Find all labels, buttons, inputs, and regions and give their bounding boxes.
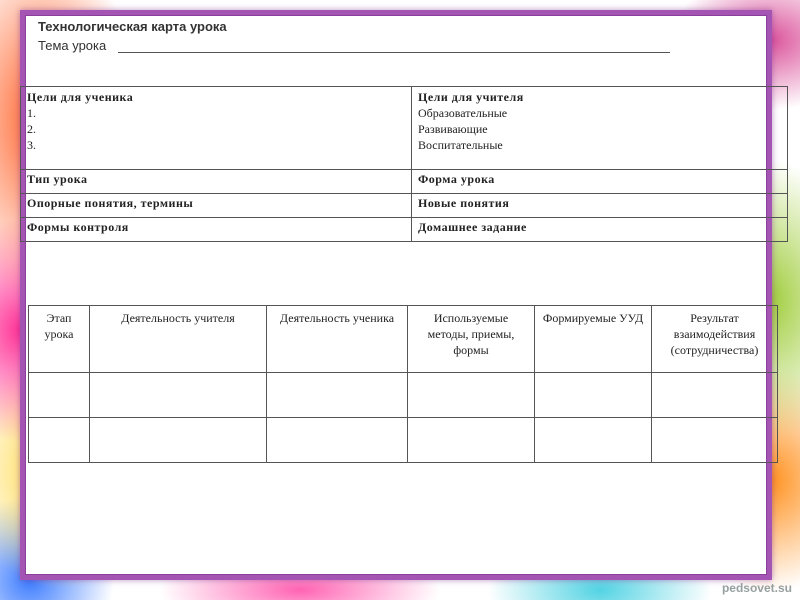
teacher-goal-item: Развивающие (418, 122, 488, 136)
column-header: Деятельность ученика (267, 306, 408, 373)
column-header: Деятельность учителя (90, 306, 267, 373)
teacher-goals-label: Цели для учителя (418, 90, 524, 104)
table-cell (267, 418, 408, 463)
table-row (21, 194, 788, 218)
topic-fill-line (118, 52, 670, 53)
table-cell (535, 373, 652, 418)
column-header: Этап урока (29, 306, 90, 373)
column-header: Результат взаимодействия (сотрудничества) (652, 306, 778, 373)
student-goal-item: 3. (27, 138, 36, 152)
watermark: pedsovet.su (721, 581, 792, 595)
control-forms-cell: Формы контроля (21, 218, 412, 242)
lesson-stages-table (28, 305, 778, 463)
table-cell (652, 418, 778, 463)
table-cell (29, 418, 90, 463)
table-cell (535, 418, 652, 463)
table-row (29, 418, 778, 463)
homework-cell: Домашнее задание (412, 218, 788, 242)
teacher-goal-item: Воспитательные (418, 138, 503, 152)
table-cell (29, 373, 90, 418)
table-cell (652, 373, 778, 418)
table-cell (408, 373, 535, 418)
student-goal-item: 2. (27, 122, 36, 136)
table-row (21, 218, 788, 242)
student-goals-cell (21, 87, 412, 170)
new-concepts-cell: Новые понятия (412, 194, 788, 218)
table-header-row (29, 306, 778, 373)
key-concepts-cell: Опорные понятия, термины (21, 194, 412, 218)
table-cell (267, 373, 408, 418)
goals-table (20, 86, 788, 242)
topic-label: Тема урока (38, 38, 107, 53)
table-row (21, 170, 788, 194)
column-header: Формируемые УУД (535, 306, 652, 373)
table-cell (90, 418, 267, 463)
lesson-type-cell: Тип урока (21, 170, 412, 194)
column-header: Используемые методы, приемы, формы (408, 306, 535, 373)
lesson-form-cell: Форма урока (412, 170, 788, 194)
teacher-goal-item: Образовательные (418, 106, 508, 120)
table-cell (408, 418, 535, 463)
document-title: Технологическая карта урока (38, 19, 227, 34)
student-goal-item: 1. (27, 106, 36, 120)
table-cell (90, 373, 267, 418)
table-row (21, 87, 788, 170)
student-goals-label: Цели для ученика (27, 90, 134, 104)
table-row (29, 373, 778, 418)
teacher-goals-cell (412, 87, 788, 170)
